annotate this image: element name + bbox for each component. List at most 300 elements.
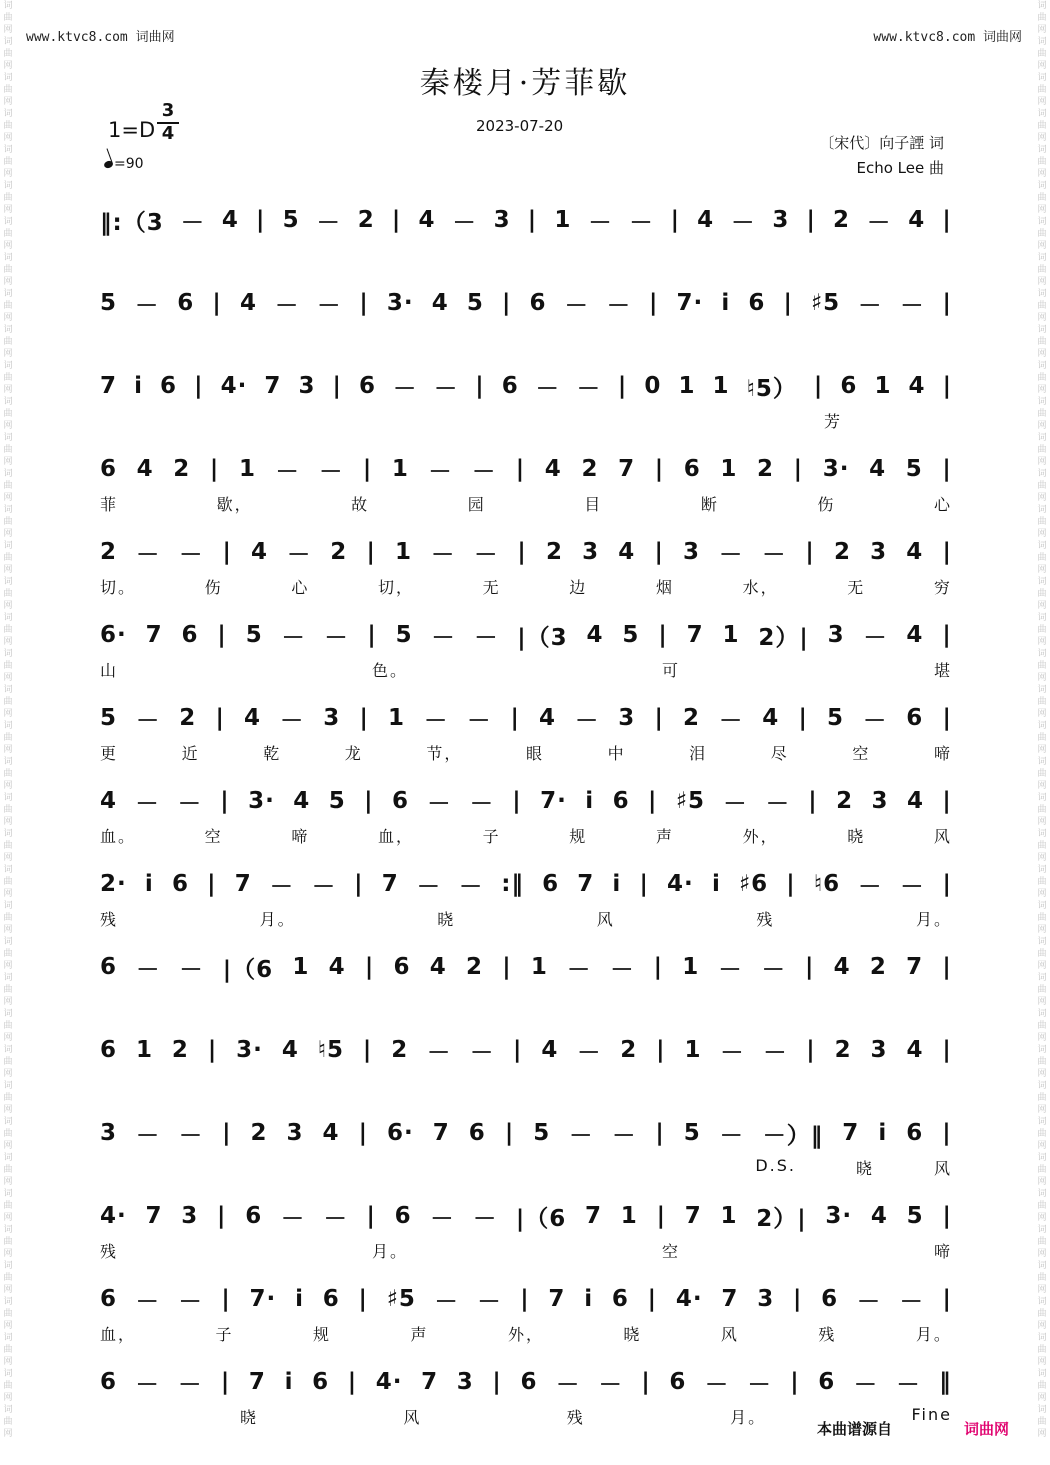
note-token: 7	[842, 1120, 860, 1146]
time-signature	[157, 101, 179, 144]
side-watermark-left: 词曲网词曲网词曲网词曲网词曲网词曲网词曲网词曲网词曲网词曲网词曲网词曲网词曲网词曲网词曲网词曲网词曲网词曲网词曲网词曲网词曲网词曲网词曲网词曲网词曲网词曲网词曲网词曲网词曲网词曲网词曲网词曲网词曲网词曲网词曲网词曲网词曲网词曲网词曲网词曲网	[3, 1, 13, 1439]
note-token: 3	[871, 788, 889, 814]
note-token: －	[720, 1039, 745, 1066]
note-token: |	[520, 1286, 530, 1312]
note-token: －	[761, 956, 786, 983]
note-token: －	[629, 209, 654, 236]
note-token: －	[535, 375, 560, 402]
lyric-token: 晓	[847, 827, 866, 846]
note-token: 6	[100, 1037, 118, 1063]
note-token: －	[430, 1205, 455, 1232]
note-token: 4·	[675, 1286, 703, 1312]
lyric-token: 月。	[915, 910, 952, 929]
lyric-token: 风	[403, 1408, 422, 1427]
note-token: 6	[312, 1369, 330, 1395]
lyric-token: 啼	[933, 1242, 952, 1261]
lyric-token: 泪	[689, 744, 708, 763]
note-token: |	[527, 207, 538, 233]
note-token: －	[477, 1288, 502, 1315]
note-token: |	[207, 1037, 218, 1063]
lyric-token: 色。	[371, 661, 408, 680]
note-token: |	[217, 622, 227, 648]
time-denominator: 4	[161, 123, 175, 144]
lyric-token: 规	[569, 827, 588, 846]
lyric-line	[100, 326, 952, 348]
note-token: 4	[328, 954, 346, 980]
note-token: 6	[906, 705, 924, 731]
note-token: i	[584, 1286, 594, 1312]
lyric-token: 无	[847, 578, 866, 597]
note-token: 1	[135, 1037, 153, 1063]
note-token: |	[209, 456, 220, 482]
note-token: －	[431, 624, 456, 651]
lyric-token: 残	[566, 1408, 585, 1427]
note-token: －	[588, 209, 613, 236]
note-token: －	[135, 1288, 160, 1315]
note-token: －	[459, 873, 484, 900]
note-token: －	[135, 1371, 160, 1398]
note-token: 4	[906, 622, 924, 648]
note-token: －）‖	[762, 1122, 824, 1149]
note-token: －	[393, 375, 418, 402]
note-token: 7	[686, 622, 704, 648]
note-token: 2	[171, 1037, 189, 1063]
lyric-token: 月。	[915, 1325, 952, 1344]
lyric-token: 边	[569, 578, 588, 597]
composer-credit: Echo Lee 曲	[856, 159, 944, 177]
note-token: 4	[908, 207, 926, 233]
note-token: |	[475, 373, 485, 399]
note-token: －	[867, 209, 892, 236]
notation-line	[100, 369, 952, 403]
note-token: －	[469, 790, 494, 817]
note-token: |	[786, 871, 796, 897]
note-token: 7	[421, 1369, 439, 1395]
note-token: 2	[173, 456, 191, 482]
score-row	[100, 195, 952, 278]
note-token: |	[510, 705, 520, 731]
note-token: －	[856, 1288, 881, 1315]
note-token: 6	[669, 1369, 687, 1395]
note-token: 4	[418, 207, 436, 233]
note-token: 1	[722, 622, 740, 648]
note-token: －	[556, 1371, 581, 1398]
lyric-token: 晓	[623, 1325, 642, 1344]
note-token: 7	[100, 373, 118, 399]
lyric-token: 风	[720, 1325, 739, 1344]
note-token: 2	[330, 539, 348, 565]
note-token: 4	[541, 1037, 559, 1063]
note-token: －	[135, 292, 160, 319]
score-row	[100, 1274, 952, 1357]
note-token: 4	[239, 290, 257, 316]
lyric-token: 无	[482, 578, 501, 597]
note-token: 6	[171, 871, 189, 897]
lyric-token: 残	[100, 1242, 119, 1261]
source-brand-link[interactable]: 词曲网	[964, 1420, 1010, 1438]
note-token: －	[731, 209, 756, 236]
note-token: －	[280, 1205, 305, 1232]
note-token: 6	[160, 373, 178, 399]
note-token: 3	[286, 1120, 304, 1146]
note-token: －	[434, 1288, 459, 1315]
key-signature: 1=D	[108, 118, 156, 142]
note-token: 7	[548, 1286, 566, 1312]
note-token: －	[434, 375, 459, 402]
note-token: |	[222, 1120, 232, 1146]
note-token: －	[610, 956, 635, 983]
lyric-token: 声	[410, 1325, 429, 1344]
note-token: 6	[748, 290, 766, 316]
note-token: －	[474, 541, 499, 568]
note-token: －	[853, 1371, 878, 1398]
note-token: 7·	[676, 290, 704, 316]
note-token: －	[900, 292, 925, 319]
note-token: －	[863, 624, 888, 651]
note-token: |	[220, 788, 230, 814]
note-token: i	[711, 871, 721, 897]
note-token: －	[177, 790, 202, 817]
note-token: －	[577, 1039, 602, 1066]
note-token: －	[567, 956, 592, 983]
note-token: 6	[529, 290, 547, 316]
note-token: 6	[818, 1369, 836, 1395]
note-token: 7·	[249, 1286, 277, 1312]
note-token: 5	[395, 622, 413, 648]
note-token: 1	[394, 539, 412, 565]
note-token: 4	[136, 456, 154, 482]
note-token: 7	[618, 456, 636, 482]
note-token: 4·	[220, 373, 248, 399]
note-token: |	[391, 207, 402, 233]
note-token: |	[512, 788, 522, 814]
note-token: |	[194, 373, 204, 399]
note-token: |	[942, 1203, 952, 1229]
lyric-token: 残	[818, 1325, 837, 1344]
lyric-token: 可	[661, 661, 680, 680]
lyric-token: 水，	[742, 578, 779, 597]
note-token: |	[798, 705, 808, 731]
note-token: －	[470, 1039, 495, 1066]
note-token: 4	[244, 705, 262, 731]
note-token: |	[942, 207, 952, 233]
note-token: |	[358, 1120, 368, 1146]
note-token: 6	[611, 1286, 629, 1312]
note-token: 3	[323, 705, 341, 731]
note-token: |	[806, 207, 816, 233]
lyric-token: 烟	[655, 578, 674, 597]
note-token: －	[424, 707, 449, 734]
note-token: 4·	[375, 1369, 403, 1395]
note-token: |	[513, 1037, 523, 1063]
note-token: 4	[221, 207, 239, 233]
note-token: 4	[293, 788, 311, 814]
note-token: －	[179, 956, 204, 983]
lyric-token: 歇，	[216, 495, 253, 514]
quarter-note-icon	[103, 160, 114, 170]
note-token: 7	[234, 871, 252, 897]
lyric-token: 堪	[933, 661, 952, 680]
lyric-token: 月。	[259, 910, 296, 929]
note-token: |	[362, 1037, 373, 1063]
lyric-line	[100, 658, 952, 680]
note-token: |	[222, 539, 232, 565]
note-token: ♮6	[813, 871, 841, 897]
note-token: |	[942, 290, 952, 316]
lyric-token: 园	[467, 495, 486, 514]
note-token: 3·	[248, 788, 275, 814]
note-token: －	[319, 458, 344, 485]
note-token: 4	[906, 1037, 924, 1063]
note-token: 7	[577, 871, 595, 897]
note-token: |	[366, 539, 376, 565]
note-token: 3	[772, 207, 790, 233]
note-token: 6	[501, 373, 519, 399]
note-token: －	[472, 458, 497, 485]
lyric-token: 近	[181, 744, 200, 763]
note-token: 5	[245, 622, 263, 648]
notation-line	[100, 1199, 952, 1233]
note-token: －	[474, 624, 499, 651]
note-token: 2	[466, 954, 484, 980]
lyric-token: 空	[852, 744, 871, 763]
note-token: |	[504, 1120, 515, 1146]
note-token: 1	[720, 456, 738, 482]
note-token: ♯5	[675, 788, 705, 814]
note-token: |	[792, 1286, 803, 1312]
note-token: －	[598, 1371, 623, 1398]
lyric-token: 菲	[100, 495, 119, 514]
note-token: －	[275, 458, 300, 485]
note-token: |	[366, 1203, 376, 1229]
score-row	[100, 942, 952, 1025]
note-token: －	[747, 1371, 772, 1398]
lyric-token: 外，	[507, 1325, 544, 1344]
note-token: |	[648, 788, 658, 814]
note-token: |（3	[517, 624, 568, 651]
note-token: |（6	[222, 956, 274, 983]
lyric-token: 空	[661, 1242, 680, 1261]
note-token: －	[564, 292, 589, 319]
note-token: 3	[456, 1369, 474, 1395]
note-token: |	[515, 456, 526, 482]
lyric-token: 切，	[377, 578, 414, 597]
note-token: |	[670, 207, 681, 233]
note-token: －	[431, 541, 456, 568]
lyric-token: 更	[100, 744, 119, 763]
note-token: ♯5	[811, 290, 841, 316]
lyric-token: 风	[933, 827, 952, 846]
note-token: 3	[582, 539, 600, 565]
lyric-token: 啼	[933, 744, 952, 763]
note-token: |	[364, 954, 375, 980]
notation-line	[100, 1033, 952, 1067]
note-token: －	[428, 458, 453, 485]
score-body	[100, 195, 952, 1440]
note-token: |	[492, 1369, 502, 1395]
note-token: －	[719, 541, 744, 568]
note-token: 5	[100, 705, 118, 731]
note-token: 2	[391, 1037, 409, 1063]
note-token: |（6	[515, 1205, 567, 1232]
note-token: －	[473, 1205, 498, 1232]
note-token: 7·	[540, 788, 567, 814]
note-token: |	[804, 954, 815, 980]
watermark-url-left: www.ktvc8.com 词曲网	[26, 30, 175, 45]
note-token: 6	[906, 1120, 924, 1146]
lyric-token: 子	[482, 827, 501, 846]
note-token: －	[178, 1288, 203, 1315]
note-token: 6	[612, 788, 630, 814]
note-token: 4	[100, 788, 118, 814]
note-token: －	[863, 707, 888, 734]
note-token: 3·	[825, 1203, 853, 1229]
lyric-token: 血，	[377, 827, 414, 846]
lyric-line	[100, 243, 952, 265]
note-token: 5	[328, 788, 346, 814]
lyric-line	[100, 1239, 952, 1261]
note-token: 2	[833, 207, 851, 233]
lyric-token: 中	[607, 744, 626, 763]
note-token: |	[207, 871, 217, 897]
note-token: 3·	[236, 1037, 263, 1063]
song-title: 秦楼月·芳菲歇	[419, 66, 631, 101]
note-token: |	[942, 622, 952, 648]
note-token: 2	[833, 539, 851, 565]
note-token: －	[718, 956, 743, 983]
note-token: i	[284, 1369, 294, 1395]
note-token: 2）|	[756, 1205, 807, 1232]
note-token: 4	[833, 954, 851, 980]
note-token: 2	[250, 1120, 268, 1146]
note-token: 6	[520, 1369, 538, 1395]
note-token: |	[617, 373, 628, 399]
note-token: 1	[620, 1203, 638, 1229]
note-token: 5	[622, 622, 640, 648]
note-token: 1	[391, 456, 409, 482]
note-token: i	[144, 871, 154, 897]
note-token: |	[942, 1286, 952, 1312]
note-token: |	[942, 373, 952, 399]
note-token: 7	[381, 871, 399, 897]
note-token: |	[656, 1203, 666, 1229]
note-token: 4	[250, 539, 268, 565]
notation-line	[100, 452, 952, 486]
lyric-token: 晓	[855, 1159, 874, 1178]
notation-line	[100, 701, 952, 735]
note-token: |	[656, 1037, 666, 1063]
note-token: －	[136, 707, 161, 734]
lyric-token: 穷	[933, 578, 952, 597]
note-token: 5	[533, 1120, 551, 1146]
note-token: 5	[282, 207, 300, 233]
note-token: 1	[530, 954, 548, 980]
note-token: －	[416, 873, 441, 900]
note-token: 1	[720, 1203, 738, 1229]
note-token: －	[896, 1371, 921, 1398]
note-token: 4	[906, 539, 924, 565]
note-token: －	[858, 873, 883, 900]
note-token: |	[942, 954, 952, 980]
note-token: 6	[468, 1120, 486, 1146]
lyric-token: 血。	[100, 827, 137, 846]
note-token: －	[287, 541, 312, 568]
note-token: 7	[264, 373, 282, 399]
note-token: 2	[682, 705, 700, 731]
note-token: －	[312, 873, 337, 900]
note-token: |	[805, 539, 815, 565]
lyric-token: 残	[756, 910, 775, 929]
note-token: 4	[618, 539, 636, 565]
note-token: :‖	[501, 871, 524, 897]
note-token: |	[655, 1120, 665, 1146]
note-token: |	[658, 622, 668, 648]
note-token: 4	[431, 290, 449, 316]
note-token: 1	[712, 373, 730, 399]
lyric-line	[100, 492, 952, 514]
note-token: 6	[100, 1369, 118, 1395]
note-token: 6	[542, 871, 560, 897]
note-token: －	[323, 1205, 348, 1232]
side-watermark-right: 词曲网词曲网词曲网词曲网词曲网词曲网词曲网词曲网词曲网词曲网词曲网词曲网词曲网词曲网词曲网词曲网词曲网词曲网词曲网词曲网词曲网词曲网词曲网词曲网词曲网词曲网词曲网词曲网词曲网词曲网词曲网词曲网词曲网词曲网词曲网词曲网词曲网词曲网词曲网词曲网	[1037, 1, 1047, 1439]
note-token: |	[502, 290, 512, 316]
note-token: 6	[394, 1203, 412, 1229]
score-row	[100, 610, 952, 693]
tempo-marking	[104, 156, 144, 172]
note-token: |	[813, 373, 824, 399]
score-row	[100, 444, 952, 527]
lyric-token: 切。	[100, 578, 137, 597]
note-token: |	[362, 456, 373, 482]
note-token: 6	[821, 1286, 839, 1312]
note-token: |	[806, 1037, 816, 1063]
notation-line	[100, 203, 952, 237]
note-token: －	[269, 873, 294, 900]
note-token: 5	[100, 290, 118, 316]
note-token: 1	[678, 373, 696, 399]
time-numerator: 3	[157, 101, 179, 124]
score-row	[100, 1025, 952, 1108]
note-token: －	[427, 790, 452, 817]
lyric-token: Fine	[911, 1405, 952, 1424]
note-token: －	[762, 541, 787, 568]
note-token: 4	[870, 1203, 888, 1229]
lyric-token: 断	[700, 495, 719, 514]
note-token: 5	[683, 1120, 701, 1146]
note-token: 7	[145, 1203, 163, 1229]
note-token: 6·	[387, 1120, 414, 1146]
note-token: |	[942, 456, 952, 482]
notation-line	[100, 535, 952, 569]
lyric-token: 晓	[437, 910, 456, 929]
note-token: 2·	[100, 871, 127, 897]
note-token: 6	[840, 373, 858, 399]
lyric-line	[100, 1073, 952, 1095]
note-token: 5	[906, 1203, 924, 1229]
note-token: |	[648, 290, 659, 316]
note-token: －	[280, 707, 305, 734]
note-token: |	[942, 1120, 952, 1146]
score-row	[100, 278, 952, 361]
note-token: i	[612, 871, 622, 897]
note-token: |	[942, 788, 952, 814]
lyric-token: 伤	[817, 495, 836, 514]
note-token: |	[790, 1369, 800, 1395]
note-token: 6	[322, 1286, 340, 1312]
note-token: ‖	[939, 1369, 952, 1395]
note-token: 2	[581, 456, 599, 482]
note-token: 2	[757, 456, 775, 482]
